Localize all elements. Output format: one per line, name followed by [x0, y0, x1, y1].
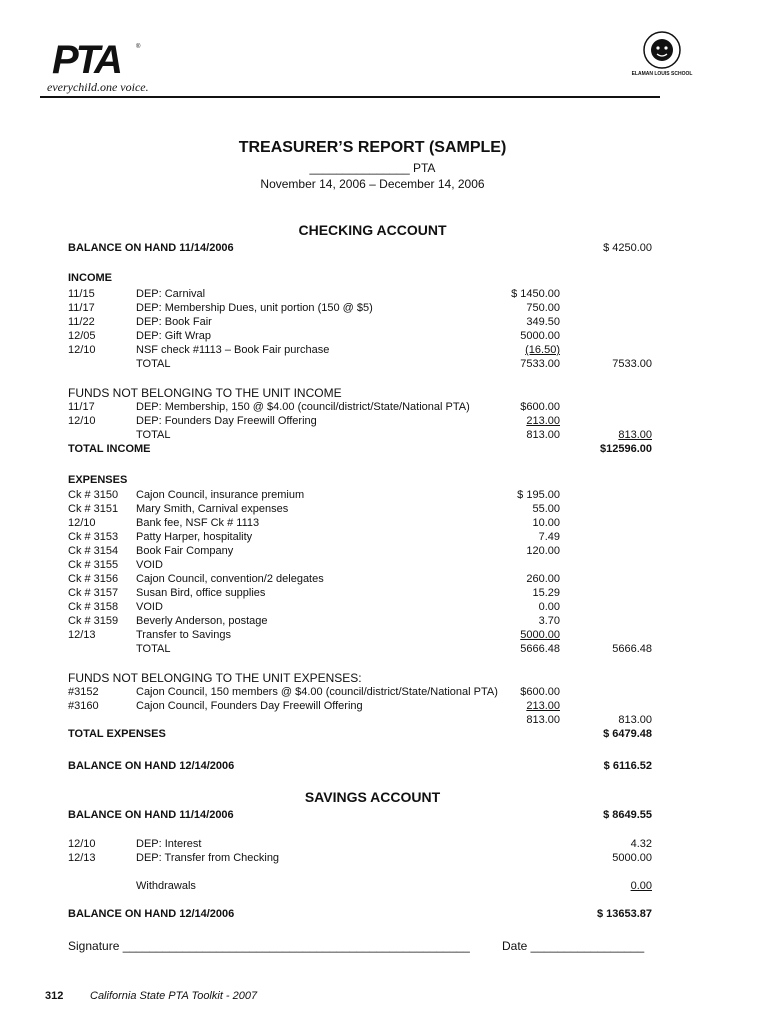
row-date: Ck # 3159 [68, 615, 119, 627]
row-date: #3152 [68, 686, 99, 698]
row-description: DEP: Interest [136, 838, 202, 850]
row-amount: 213.00 [526, 700, 560, 712]
row-date: 12/13 [68, 852, 96, 864]
row-description: Cajon Council, convention/2 delegates [136, 573, 324, 585]
pta-name-line: _______________ PTA [309, 161, 436, 175]
total-expenses-label: TOTAL EXPENSES [68, 728, 166, 740]
row-amount: 15.29 [532, 587, 560, 599]
row-date: 12/10 [68, 344, 96, 356]
row-date: 11/17 [68, 401, 95, 413]
income-total-label: TOTAL [136, 358, 171, 370]
funds-out-total-value: 813.00 [618, 714, 652, 726]
row-amount: 120.00 [526, 545, 560, 557]
row-description: Cajon Council, 150 members @ $4.00 (council/district/State/National PTA) [136, 686, 498, 698]
row-date: Ck # 3150 [68, 489, 119, 501]
row-amount: 0.00 [538, 601, 560, 613]
row-amount: 10.00 [532, 517, 560, 529]
savings-closing-label: BALANCE ON HAND 12/14/2006 [68, 908, 235, 920]
row-amount: $600.00 [520, 401, 560, 413]
savings-opening-label: BALANCE ON HAND 11/14/2006 [68, 809, 234, 821]
report-period: November 14, 2006 – December 14, 2006 [260, 177, 485, 191]
row-description: VOID [136, 601, 163, 613]
row-description: Patty Harper, hospitality [136, 531, 253, 543]
row-date: 11/17 [68, 302, 95, 314]
row-date: Ck # 3155 [68, 559, 119, 571]
row-date: Ck # 3158 [68, 601, 119, 613]
row-amount: 750.00 [526, 302, 560, 314]
funds-in-heading: FUNDS NOT BELONGING TO THE UNIT INCOME [68, 386, 342, 400]
row-description: Beverly Anderson, postage [136, 615, 268, 627]
savings-opening-value: $ 8649.55 [603, 809, 652, 821]
income-heading: INCOME [68, 272, 112, 284]
row-description: Mary Smith, Carnival expenses [136, 503, 289, 515]
row-description: DEP: Membership Dues, unit portion (150 @ $5) [136, 302, 373, 314]
row-description: Cajon Council, insurance premium [136, 489, 305, 501]
row-amount: $600.00 [520, 686, 560, 698]
row-amount: 260.00 [526, 573, 560, 585]
row-date: Ck # 3156 [68, 573, 119, 585]
row-amount: 5000.00 [612, 852, 652, 864]
row-date: 12/10 [68, 517, 96, 529]
row-description: DEP: Carnival [136, 288, 206, 300]
row-date: 12/05 [68, 330, 96, 342]
row-date: 12/13 [68, 629, 96, 641]
row-amount: (16.50) [525, 344, 560, 356]
row-date: Ck # 3154 [68, 545, 119, 557]
row-date: Ck # 3151 [68, 503, 119, 515]
pta-logo: PTA [52, 38, 121, 82]
row-description: DEP: Transfer from Checking [136, 852, 280, 864]
seal-caption: ELAMAN LOUIS SCHOOL [631, 71, 693, 77]
savings-closing-value: $ 13653.87 [596, 908, 652, 920]
row-date: 12/10 [68, 415, 96, 427]
total-income-label: TOTAL INCOME [68, 443, 151, 455]
header-rule [40, 96, 660, 98]
row-description: Bank fee, NSF Ck # 1113 [136, 517, 260, 529]
withdrawals-value: 0.00 [630, 880, 652, 892]
income-total-amount: 7533.00 [520, 358, 560, 370]
row-date: 11/22 [68, 316, 95, 328]
total-expenses-value: $ 6479.48 [603, 728, 652, 740]
funds-out-heading: FUNDS NOT BELONGING TO THE UNIT EXPENSES: [68, 671, 362, 685]
row-amount: 213.00 [526, 415, 560, 427]
row-description: DEP: Book Fair [136, 316, 212, 328]
withdrawals-label: Withdrawals [136, 880, 196, 892]
funds-in-total-value: 813.00 [618, 429, 652, 441]
checking-heading: CHECKING ACCOUNT [298, 222, 447, 238]
expenses-total-amount: 5666.48 [520, 643, 560, 655]
expenses-total-value: 5666.48 [612, 643, 652, 655]
row-description: DEP: Membership, 150 @ $4.00 (council/district/State/National PTA) [136, 401, 470, 413]
signature-line: Signature ____________________________________________________ [68, 939, 470, 953]
row-date: #3160 [68, 700, 99, 712]
row-date: 12/10 [68, 838, 96, 850]
row-amount: 3.70 [538, 615, 560, 627]
row-amount: 5000.00 [520, 629, 560, 641]
row-description: Susan Bird, office supplies [136, 587, 266, 599]
row-date: Ck # 3157 [68, 587, 119, 599]
page-number: 312 [45, 990, 64, 1002]
funds-out-total-amount: 813.00 [526, 714, 560, 726]
checking-opening-value: $ 4250.00 [603, 242, 652, 254]
funds-in-total-label: TOTAL [136, 429, 171, 441]
row-description: NSF check #1113 – Book Fair purchase [136, 344, 330, 356]
registered-mark: ® [136, 44, 141, 50]
date-line: Date _________________ [502, 939, 645, 953]
row-amount: 55.00 [532, 503, 560, 515]
row-amount: $ 1450.00 [511, 288, 560, 300]
report-title: TREASURER’S REPORT (SAMPLE) [238, 139, 507, 156]
savings-heading: SAVINGS ACCOUNT [304, 789, 441, 805]
row-description: Book Fair Company [136, 545, 234, 557]
row-description: Cajon Council, Founders Day Freewill Offering [136, 700, 363, 712]
row-date: Ck # 3153 [68, 531, 119, 543]
row-description: DEP: Gift Wrap [136, 330, 211, 342]
expenses-heading: EXPENSES [68, 474, 128, 486]
row-amount: 349.50 [526, 316, 560, 328]
checking-closing-label: BALANCE ON HAND 12/14/2006 [68, 760, 235, 772]
row-description: Transfer to Savings [136, 629, 231, 641]
footer-text: California State PTA Toolkit - 2007 [90, 990, 258, 1002]
row-amount: 5000.00 [520, 330, 560, 342]
row-date: 11/15 [68, 288, 95, 300]
total-income-value: $12596.00 [600, 443, 652, 455]
row-description: VOID [136, 559, 163, 571]
income-total-value: 7533.00 [612, 358, 652, 370]
checking-closing-value: $ 6116.52 [603, 760, 652, 772]
row-amount: 4.32 [630, 838, 652, 850]
funds-in-total-amount: 813.00 [526, 429, 560, 441]
expenses-total-label: TOTAL [136, 643, 171, 655]
row-amount: 7.49 [538, 531, 560, 543]
row-amount: $ 195.00 [517, 489, 560, 501]
row-description: DEP: Founders Day Freewill Offering [136, 415, 317, 427]
checking-opening-label: BALANCE ON HAND 11/14/2006 [68, 242, 234, 254]
pta-tagline: everychild.one voice. [47, 80, 149, 94]
